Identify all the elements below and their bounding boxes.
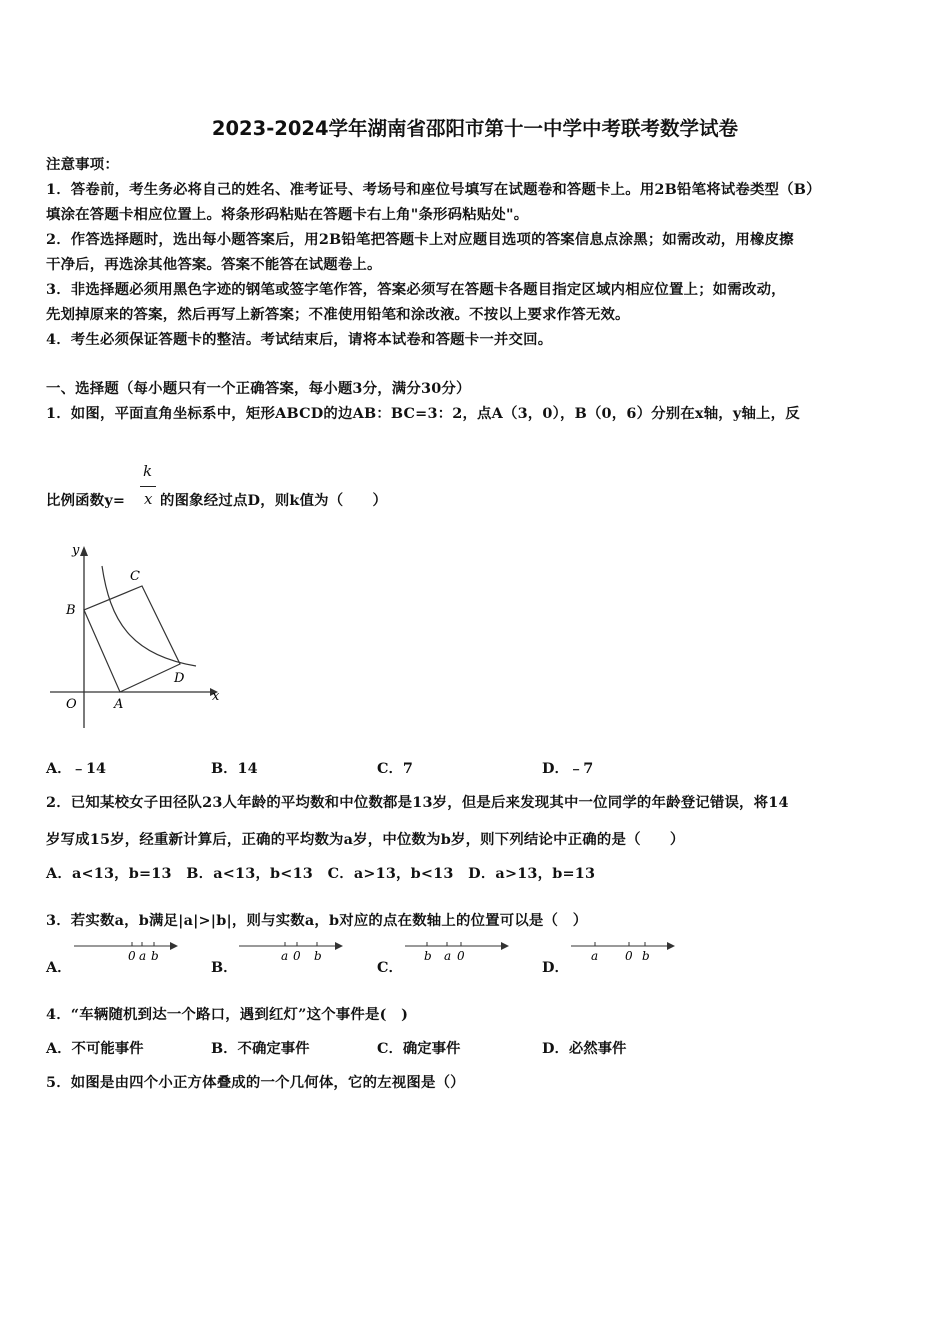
q2-stem-line1: 2．已知某校女子田径队23人年龄的平均数和中位数都是13岁，但是后来发现其中一位同学的年龄登记错误，将14: [46, 794, 789, 811]
rectangle-abcd: [84, 586, 180, 692]
mark-a: a: [591, 949, 599, 963]
q3-option-c-number-line: [403, 936, 513, 964]
label-c: C: [130, 569, 140, 584]
label-b: B: [66, 603, 76, 618]
q4-option-b: B．不确定事件: [211, 1040, 310, 1057]
q3-option-b-label: B．: [211, 959, 238, 976]
mark-a: a: [139, 949, 147, 963]
label-a: A: [114, 697, 124, 712]
label-y: y: [72, 543, 80, 558]
mark-a: a: [444, 949, 452, 963]
q2-options: A．a<13，b=13 B．a<13，b<13 C．a>13，b<13 D．a>13，b=13: [46, 865, 596, 882]
mark-zero: 0: [625, 949, 633, 963]
q1-option-a: A．﹣14: [46, 760, 106, 777]
q3-option-d-label: D．: [542, 959, 569, 976]
q1-stem-line2-post: 的图象经过点D，则k值为（ ）: [160, 492, 388, 509]
notice-line: 填涂在答题卡相应位置上。将条形码粘贴在答题卡右上角"条形码粘贴处"。: [46, 206, 529, 223]
notice-line: 2．作答选择题时，选出每小题答案后，用2B铅笔把答题卡上对应题目选项的答案信息点涂黑；如需改动，用橡皮擦: [46, 231, 794, 248]
hyperbola-curve: [102, 566, 196, 666]
q1-stem-line2-pre: 比例函数y=: [46, 492, 126, 509]
mark-zero: 0: [457, 949, 465, 963]
q3-option-d-number-line: [569, 936, 679, 964]
q4-option-d: D．必然事件: [542, 1040, 627, 1057]
mark-a: a: [281, 949, 289, 963]
mark-b: b: [424, 949, 432, 963]
label-d: D: [174, 671, 185, 686]
q1-option-d: D．﹣7: [542, 760, 594, 777]
q1-stem-line1: 1．如图，平面直角坐标系中，矩形ABCD的边AB：BC=3：2，点A（3，0），B（0，6）分别在x轴，y轴上，反: [46, 405, 800, 422]
q4-option-a: A．不可能事件: [46, 1040, 144, 1057]
number-line-arrow: [667, 942, 675, 950]
q3-stem: 3．若实数a，b满足|a|>|b|，则与实数a，b对应的点在数轴上的位置可以是（ ）: [46, 912, 588, 929]
mark-zero: 0: [128, 949, 136, 963]
fraction-numerator: k: [143, 462, 153, 480]
q1-option-b: B．14: [211, 760, 258, 777]
mark-b: b: [314, 949, 322, 963]
page-title: 2023-2024学年湖南省邵阳市第十一中学中考联考数学试卷: [211, 117, 739, 140]
q4-option-c: C．确定事件: [377, 1040, 461, 1057]
fraction-denominator: x: [144, 490, 153, 508]
section-heading: 一、选择题（每小题只有一个正确答案，每小题3分，满分30分）: [46, 380, 471, 397]
y-axis-arrow: [80, 546, 88, 556]
fraction-bar: [140, 486, 156, 487]
q3-option-a-number-line: [72, 936, 182, 964]
notice-heading: 注意事项：: [46, 156, 119, 173]
notice-line: 干净后，再选涂其他答案。答案不能答在试题卷上。: [46, 256, 382, 273]
q5-stem: 5．如图是由四个小正方体叠成的一个几何体，它的左视图是（）: [46, 1074, 465, 1091]
label-x: x: [212, 689, 220, 704]
mark-zero: 0: [293, 949, 301, 963]
q1-coordinate-graph: [46, 540, 236, 740]
notice-line: 1．答卷前，考生务必将自己的姓名、准考证号、考场号和座位号填写在试题卷和答题卡上。用2B铅笔将试卷类型（B）: [46, 181, 821, 198]
number-line-arrow: [501, 942, 509, 950]
mark-b: b: [642, 949, 650, 963]
number-line-arrow: [335, 942, 343, 950]
q4-stem: 4．“车辆随机到达一个路口，遇到红灯”这个事件是( ): [46, 1006, 409, 1023]
notice-line: 4．考生必须保证答题卡的整洁。考试结束后，请将本试卷和答题卡一并交回。: [46, 331, 553, 348]
q1-option-c: C．7: [377, 760, 413, 777]
q3-option-b-number-line: [237, 936, 347, 964]
mark-b: b: [151, 949, 159, 963]
q3-option-a-label: A．: [46, 959, 72, 976]
notice-line: 3．非选择题必须用黑色字迹的钢笔或签字笔作答，答案必须写在答题卡各题目指定区域内相应位置上；如需改动，: [46, 281, 786, 298]
notice-line: 先划掉原来的答案，然后再写上新答案；不准使用铅笔和涂改液。不按以上要求作答无效。: [46, 306, 630, 323]
number-line-arrow: [170, 942, 178, 950]
q2-stem-line2: 岁写成15岁，经重新计算后，正确的平均数为a岁，中位数为b岁，则下列结论中正确的是（ ）: [46, 831, 685, 848]
label-origin: O: [66, 697, 77, 712]
q3-option-c-label: C．: [377, 959, 403, 976]
